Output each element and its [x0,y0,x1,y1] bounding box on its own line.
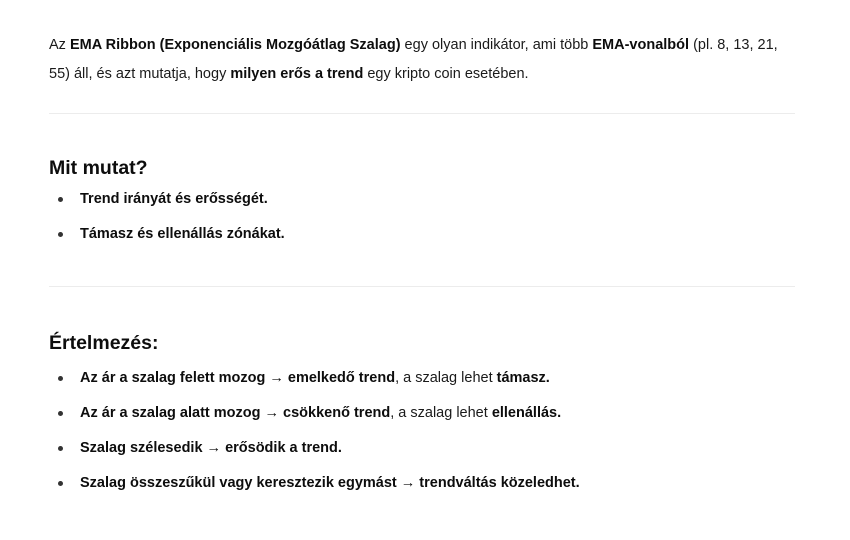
section-divider [49,286,795,287]
intro-bold-ema-ribbon: EMA Ribbon (Exponenciális Mozgóátlag Szalag) [69,37,401,53]
list-item-bold: Az ár a szalag alatt mozog → csökkenő trend [80,405,391,421]
list-item-bold: támasz. [496,370,550,386]
list-item [49,403,795,423]
intro-paragraph [49,0,795,89]
document-content [49,0,795,493]
section-divider [49,113,795,114]
list-item-text: , a szalag lehet [390,405,492,421]
section-heading-mit-mutat: Mit mutat? [49,157,148,179]
intro-text-4: egy kripto coin esetében. [363,66,529,82]
list-item [49,189,795,209]
list-item [49,368,795,388]
list-item-bold: Támasz és ellenállás zónákat. [80,226,285,242]
intro-bold-trend-strength: milyen erős a trend [230,66,364,82]
intro-text-3: (pl. 8, 13, 21, 55) áll, és azt mutatja, hogy [49,37,778,82]
intro-text-1: Az [49,37,70,53]
list-item [49,473,795,493]
list-item-bold: Trend irányát és erősségét. [80,191,268,207]
section-heading-ertelmezes: Értelmezés: [49,332,159,354]
list-item-text: , a szalag lehet [395,370,497,386]
list-item-bold: ellenállás. [491,405,562,421]
list-item [49,224,795,244]
bullet-list-mit-mutat [49,189,795,244]
list-item-bold: Az ár a szalag felett mozog → emelkedő trend [80,370,396,386]
list-item [49,438,795,458]
intro-text-2: egy olyan indikátor, ami több [400,37,593,53]
list-item-bold: Szalag összeszűkül vagy keresztezik egymást → trendváltás közeledhet. [80,475,580,491]
bullet-list-ertelmezes [49,368,795,493]
list-item-bold: Szalag szélesedik → erősödik a trend. [80,440,342,456]
intro-bold-ema-lines: EMA-vonalból [592,37,690,53]
